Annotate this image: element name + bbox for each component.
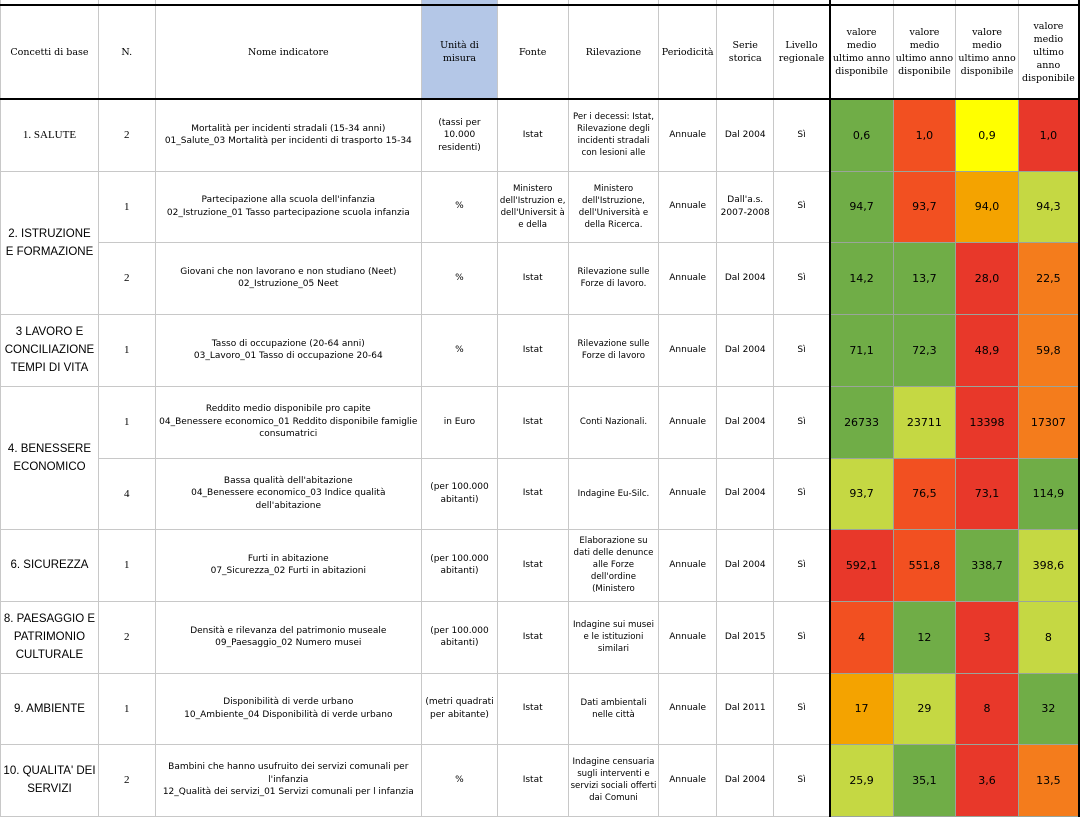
table-row: [1, 314, 1080, 386]
nome-cell: [155, 314, 422, 386]
serie-cell: Dal 2004: [716, 99, 774, 171]
header-val3: valore medio ultimo anno disponibile: [956, 5, 1019, 99]
value-cell: 28,0: [956, 242, 1019, 314]
rilevazione-cell: Conti Nazionali.: [568, 386, 659, 458]
unita-cell: in Euro: [422, 386, 498, 458]
nome-line-2: 03_Lavoro_01 Tasso di occupazione 20-64: [193, 351, 383, 361]
value-cell: 12: [893, 601, 956, 673]
fonte-cell: Istat: [497, 601, 568, 673]
value-cell: 48,9: [956, 314, 1019, 386]
value-cell: 93,7: [830, 458, 894, 529]
periodicita-cell: Annuale: [659, 601, 717, 673]
nome-cell: [155, 529, 422, 601]
table-row: [1, 242, 1080, 314]
concept-cell: 10. QUALITA' DEI SERVIZI: [1, 744, 99, 816]
unita-cell: %: [422, 171, 498, 242]
value-cell: 17307: [1018, 386, 1079, 458]
livello-cell: Sì: [774, 529, 830, 601]
table-row: [1, 386, 1080, 458]
unita-cell: %: [422, 242, 498, 314]
fonte-cell: Istat: [497, 314, 568, 386]
nome-line-1: Bambini che hanno usufruito dei servizi comunali per l'infanzia: [168, 762, 409, 785]
unita-cell: (metri quadrati per abitante): [422, 673, 498, 744]
fonte-cell: Istat: [497, 458, 568, 529]
n-cell: 2: [98, 242, 155, 314]
header-unita: Unità di misura: [422, 5, 498, 99]
nome-cell: [155, 458, 422, 529]
value-cell: 72,3: [893, 314, 956, 386]
rilevazione-cell: Rilevazione sulle Forze di lavoro.: [568, 242, 659, 314]
value-cell: 3,6: [956, 744, 1019, 816]
rilevazione-cell: [568, 99, 659, 171]
fonte-cell: Istat: [497, 529, 568, 601]
livello-cell: Sì: [774, 314, 830, 386]
nome-line-2: 02_Istruzione_01 Tasso partecipazione scuola infanzia: [166, 207, 410, 218]
value-cell: 1,0: [1018, 99, 1079, 171]
fonte-cell: Istat: [497, 744, 568, 816]
unita-cell: %: [422, 744, 498, 816]
nome-line-1: Partecipazione alla scuola dell'infanzia: [201, 195, 376, 205]
serie-cell: Dal 2011: [716, 673, 774, 744]
nome-line-2: 04_Benessere economico_01 Reddito disponibile famiglie consumatrici: [159, 416, 418, 440]
nome-cell: [155, 99, 422, 171]
rilevazione-cell: Dati ambientali nelle città: [568, 673, 659, 744]
rilevazione-cell: Rilevazione sulle Forze di lavoro: [568, 314, 659, 386]
nome-line-1: Bassa qualità dell'abitazione: [223, 475, 353, 486]
nome-cell: [155, 171, 422, 242]
header-val4: valore medio ultimo anno disponibile: [1018, 5, 1079, 99]
rilevazione-text: Indagine censuaria sugli interventi e servizi sociali offerti dai Comuni: [570, 757, 657, 803]
serie-cell: Dal 2004: [716, 458, 774, 529]
value-cell: 32: [1018, 673, 1079, 744]
value-cell: 59,8: [1018, 314, 1079, 386]
nome-cell: [155, 242, 422, 314]
serie-cell: Dal 2015: [716, 601, 774, 673]
value-cell: 13,5: [1018, 744, 1079, 816]
value-cell: 551,8: [893, 529, 956, 601]
rilevazione-text: Elaborazione su dati delle denunce alle Forze dell'ordine (Ministero: [573, 536, 654, 594]
rilevazione-cell: [568, 529, 659, 601]
n-cell: 1: [98, 171, 155, 242]
concept-cell: 2. ISTRUZIONE E FORMAZIONE: [1, 171, 99, 314]
n-cell: 2: [98, 601, 155, 673]
livello-cell: Sì: [774, 673, 830, 744]
n-cell: 2: [98, 744, 155, 816]
value-cell: 94,7: [830, 171, 894, 242]
value-cell: 8: [956, 673, 1019, 744]
serie-cell: Dall'a.s. 2007-2008: [716, 171, 774, 242]
header-livello: Livello regionale: [774, 5, 830, 99]
value-cell: 22,5: [1018, 242, 1079, 314]
livello-cell: Sì: [774, 744, 830, 816]
concept-cell: 6. SICUREZZA: [1, 529, 99, 601]
periodicita-cell: Annuale: [659, 529, 717, 601]
nome-line-1: Tasso di occupazione (20-64 anni): [211, 338, 365, 349]
nome-line-2: 04_Benessere economico_03 Indice qualità dell'abitazione: [191, 488, 386, 511]
unita-cell: (per 100.000 abitanti): [422, 601, 498, 673]
fonte-text: Ministero dell'Istruzion e, dell'Universit à e della: [499, 183, 566, 230]
periodicita-cell: Annuale: [659, 314, 717, 386]
livello-cell: Sì: [774, 458, 830, 529]
livello-cell: Sì: [774, 171, 830, 242]
value-cell: 73,1: [956, 458, 1019, 529]
fonte-cell: Istat: [497, 386, 568, 458]
value-cell: 93,7: [893, 171, 956, 242]
serie-cell: Dal 2004: [716, 744, 774, 816]
nome-line-2: 10_Ambiente_04 Disponibilità di verde urbano: [184, 709, 393, 720]
value-cell: 592,1: [830, 529, 894, 601]
table-row: [1, 458, 1080, 529]
n-cell: 1: [98, 673, 155, 744]
value-cell: 17: [830, 673, 894, 744]
fonte-cell: Istat: [497, 242, 568, 314]
fonte-cell: Istat: [497, 99, 568, 171]
value-cell: 0,6: [830, 99, 894, 171]
serie-cell: Dal 2004: [716, 314, 774, 386]
value-cell: 4: [830, 601, 894, 673]
header-rilevazione: Rilevazione: [568, 5, 659, 99]
livello-cell: Sì: [774, 386, 830, 458]
value-cell: 338,7: [956, 529, 1019, 601]
nome-line-2: 12_Qualità dei servizi_01 Servizi comunali per l infanzia: [162, 787, 414, 798]
value-cell: 35,1: [893, 744, 956, 816]
unita-cell: (per 100.000 abitanti): [422, 458, 498, 529]
nome-cell: [155, 673, 422, 744]
rilevazione-cell: Ministero dell'Istruzione, dell'Università e della Ricerca.: [568, 171, 659, 242]
rilevazione-text: Per i decessi: Istat, Rilevazione degli incidenti stradali con lesioni alle: [572, 112, 654, 159]
nome-line-1: Reddito medio disponibile pro capite: [205, 404, 371, 415]
header-fonte: Fonte: [497, 5, 568, 99]
n-cell: 2: [98, 99, 155, 171]
livello-cell: Sì: [774, 601, 830, 673]
concept-cell: 4. BENESSERE ECONOMICO: [1, 386, 99, 529]
value-cell: 76,5: [893, 458, 956, 529]
value-cell: 94,0: [956, 171, 1019, 242]
n-cell: 1: [98, 314, 155, 386]
rilevazione-cell: Indagine Eu-Silc.: [568, 458, 659, 529]
n-cell: 4: [98, 458, 155, 529]
unita-cell: %: [422, 314, 498, 386]
nome-cell: [155, 386, 422, 458]
header-nome: Nome indicatore: [155, 5, 422, 99]
periodicita-cell: Annuale: [659, 171, 717, 242]
serie-cell: Dal 2004: [716, 529, 774, 601]
periodicita-cell: Annuale: [659, 458, 717, 529]
fonte-cell: [497, 171, 568, 242]
table-row: [1, 99, 1080, 171]
serie-cell: Dal 2004: [716, 386, 774, 458]
value-cell: 1,0: [893, 99, 956, 171]
rilevazione-cell: Indagine sui musei e le istituzioni similari: [568, 601, 659, 673]
fonte-cell: Istat: [497, 673, 568, 744]
header-n: N.: [98, 5, 155, 99]
value-cell: 94,3: [1018, 171, 1079, 242]
periodicita-cell: Annuale: [659, 99, 717, 171]
livello-cell: Sì: [774, 99, 830, 171]
rilevazione-cell: [568, 744, 659, 816]
nome-cell: [155, 744, 422, 816]
value-cell: 0,9: [956, 99, 1019, 171]
nome-line-2: 07_Sicurezza_02 Furti in abitazioni: [210, 566, 366, 576]
table-row: [1, 744, 1080, 816]
value-cell: 114,9: [1018, 458, 1079, 529]
serie-cell: Dal 2004: [716, 242, 774, 314]
nome-line-1: Densità e rilevanza del patrimonio museale: [190, 625, 387, 636]
table-row: [1, 529, 1080, 601]
n-cell: 1: [98, 529, 155, 601]
nome-cell: [155, 601, 422, 673]
livello-cell: Sì: [774, 242, 830, 314]
table-row: [1, 171, 1080, 242]
n-cell: 1: [98, 386, 155, 458]
nome-line-2: 09_Paesaggio_02 Numero musei: [215, 638, 362, 648]
unita-cell: (per 100.000 abitanti): [422, 529, 498, 601]
concept-cell: 8. PAESAGGIO E PATRIMONIO CULTURALE: [1, 601, 99, 673]
header-serie: Serie storica: [716, 5, 774, 99]
unita-cell: (tassi per 10.000 residenti): [422, 99, 498, 171]
concept-cell: 9. AMBIENTE: [1, 673, 99, 744]
table-row: [1, 601, 1080, 673]
value-cell: 3: [956, 601, 1019, 673]
value-cell: 13,7: [893, 242, 956, 314]
nome-line-2: 01_Salute_03 Mortalità per incidenti di trasporto 15-34: [164, 136, 412, 147]
nome-line-1: Disponibilità di verde urbano: [223, 697, 354, 707]
value-cell: 8: [1018, 601, 1079, 673]
table-row: [1, 673, 1080, 744]
nome-line-1: Giovani che non lavorano e non studiano (Neet): [180, 266, 397, 277]
header-row: [1, 5, 1080, 99]
value-cell: 14,2: [830, 242, 894, 314]
periodicita-cell: Annuale: [659, 673, 717, 744]
value-cell: 25,9: [830, 744, 894, 816]
table-body: [1, 0, 1080, 816]
value-cell: 71,1: [830, 314, 894, 386]
periodicita-cell: Annuale: [659, 744, 717, 816]
periodicita-cell: Annuale: [659, 386, 717, 458]
header-val1: valore medio ultimo anno disponibile: [830, 5, 894, 99]
concept-cell: 3 LAVORO E CONCILIAZIONE TEMPI DI VITA: [1, 314, 99, 386]
periodicita-cell: Annuale: [659, 242, 717, 314]
value-cell: 29: [893, 673, 956, 744]
value-cell: 23711: [893, 386, 956, 458]
value-cell: 13398: [956, 386, 1019, 458]
value-cell: 398,6: [1018, 529, 1079, 601]
nome-line-2: 02_Istruzione_05 Neet: [238, 279, 339, 289]
concept-cell: 1. SALUTE: [1, 99, 99, 171]
header-val2: valore medio ultimo anno disponibile: [893, 5, 956, 99]
value-cell: 26733: [830, 386, 894, 458]
header-concetti: Concetti di base: [1, 5, 99, 99]
nome-line-1: Furti in abitazione: [247, 553, 329, 564]
nome-line-1: Mortalità per incidenti stradali (15-34 anni): [191, 123, 386, 134]
header-periodicita: Periodicità: [659, 5, 717, 99]
